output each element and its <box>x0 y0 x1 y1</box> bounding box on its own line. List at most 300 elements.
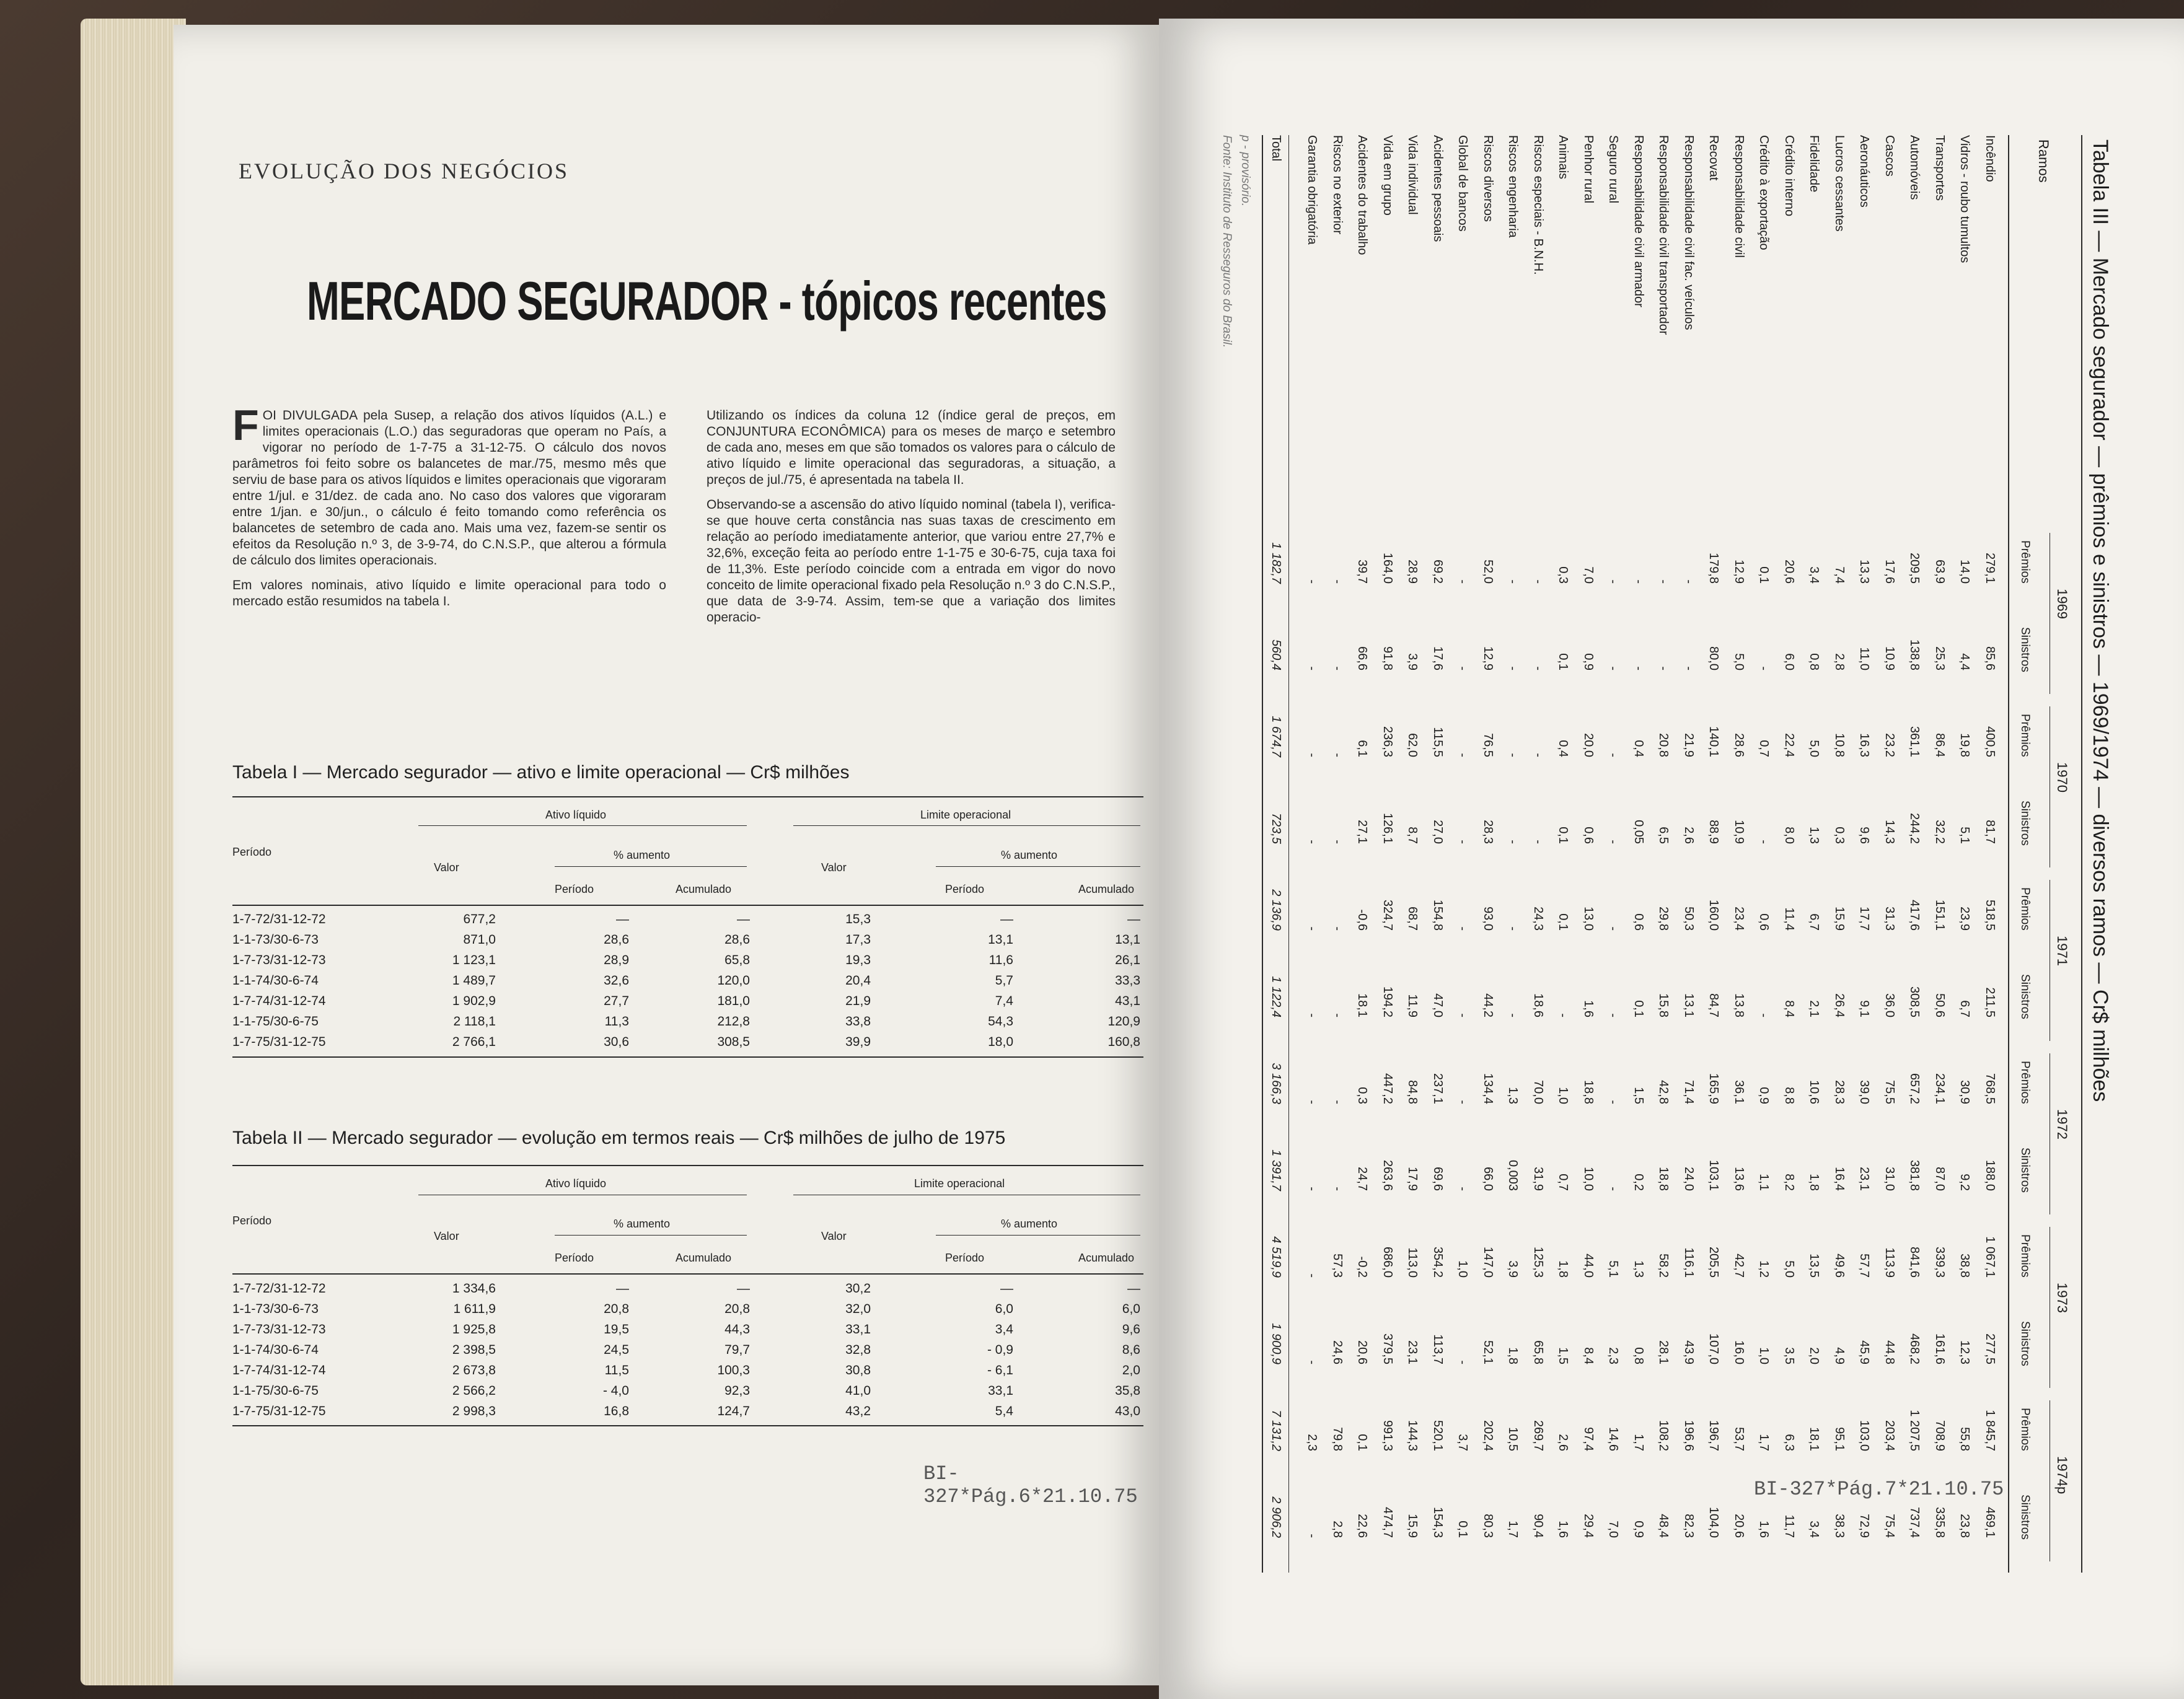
table-cell: 120,0 <box>717 973 750 988</box>
ramo-label: Acidentes pessoais <box>1431 135 1445 242</box>
table-cell: 5,0 <box>1807 740 1821 757</box>
rule <box>232 905 1143 906</box>
table-cell: 23,1 <box>1857 1167 1872 1191</box>
table-cell: 13,1 <box>988 933 1013 947</box>
table-cell: 11,9 <box>1406 994 1420 1017</box>
table-cell: 28,6 <box>724 933 750 947</box>
table-cell: 1 067,1 <box>1983 1236 1997 1278</box>
table-cell: 5,0 <box>1782 1260 1796 1278</box>
year-header: 1970 <box>2054 762 2070 792</box>
paragraph: Utilizando os índices da coluna 12 (índice geral de preços, em CONJUNTURA ECONÔMICA) para os meses de março e setembro de cada ano, meses em que são tomados os valores para o cálculo de ativo líquido e limite operacional das seguradoras, a situação, a preços de jul./75, é apresentada na tabela II. <box>707 408 1116 487</box>
table-cell: 62,0 <box>1406 733 1420 757</box>
table-cell: - <box>1305 1100 1319 1104</box>
table-cell: 24,7 <box>1355 1167 1370 1191</box>
ramo-label: Cascos <box>1883 135 1896 177</box>
row-period: 1-1-75/30-6-75 <box>232 1014 319 1029</box>
table-cell: 30,9 <box>1958 1080 1972 1104</box>
header-limite: Limite operacional <box>914 1177 1005 1190</box>
ramo-label: Vidros - roubo tumultos <box>1958 135 1972 263</box>
table-cell: 520,1 <box>1431 1420 1445 1451</box>
total-cell: 1 182,7 <box>1269 542 1283 584</box>
table-cell: 0,05 <box>1632 820 1645 844</box>
table-cell: 841,6 <box>1908 1246 1922 1278</box>
table-cell: 1 845,7 <box>1983 1410 1997 1451</box>
table-cell: 324,7 <box>1381 899 1394 931</box>
table-cell: - <box>1632 579 1645 584</box>
table-cell: 116,1 <box>1682 1247 1696 1278</box>
table-cell: 38,3 <box>1833 1514 1846 1538</box>
table-cell: 16,8 <box>604 1404 629 1418</box>
table-cell: 15,9 <box>1406 1514 1420 1538</box>
table-cell: 26,4 <box>1833 993 1846 1017</box>
footnote: Fonte: Instituto de Resseguros do Brasil. <box>1220 135 1233 348</box>
table-cell: 11,6 <box>989 953 1013 967</box>
left-page <box>174 25 1159 1685</box>
table-cell: 23,8 <box>1958 1514 1972 1538</box>
table-cell: 6,0 <box>1782 653 1796 670</box>
rule <box>232 1056 1143 1058</box>
table-cell: 22,6 <box>1355 1514 1370 1538</box>
table-cell: 1,3 <box>1807 827 1821 844</box>
table-cell: 24,3 <box>1531 907 1545 931</box>
table-2-title: Tabela II — Mercado segurador — evolução em termos reais — Cr$ milhões de julho de 1975 <box>232 1128 1006 1148</box>
table-cell: 1,0 <box>1456 1260 1470 1278</box>
table-cell: 1,2 <box>1757 1260 1771 1278</box>
table-cell: 25,3 <box>1933 646 1947 670</box>
row-period: 1-1-74/30-6-74 <box>232 1343 319 1357</box>
table-cell: 24,6 <box>1331 1340 1344 1364</box>
table-cell: — <box>1000 1281 1013 1296</box>
table-cell: 0,1 <box>1355 1434 1370 1451</box>
table-cell: 9,6 <box>1857 827 1872 844</box>
table-cell: 209,5 <box>1908 552 1922 584</box>
table-cell: 28,6 <box>604 933 629 947</box>
table-cell: 2,6 <box>1682 827 1696 844</box>
table-cell: 0,3 <box>1355 1087 1370 1104</box>
table-cell: 10,9 <box>1883 646 1896 670</box>
total-cell: 3 166,3 <box>1269 1063 1283 1104</box>
table-cell: - <box>1305 1187 1319 1191</box>
table-cell: - <box>1606 1100 1621 1104</box>
paragraph: Em valores nominais, ativo líquido e limite operacional para todo o mercado estão resumidos na tabela I. <box>232 578 666 608</box>
table-1-title: Tabela I — Mercado segurador — ativo e limite operacional — Cr$ milhões <box>232 762 850 783</box>
header-periodo-pct: Período <box>945 883 985 895</box>
table-cell: 6,1 <box>1355 740 1370 757</box>
paragraph: Observando-se a ascensão do ativo líquido nominal (tabela I), verifica-se que houve certa constância nas suas taxas de crescimento em relação ao período imediatamente anterior, que variou entre 27,7% e 32,6%, exceção feita ao período entre 1-1-75 e 30-6-75, cuja taxa foi de 11,3%. Este período coincide com a entrada em vigor do novo conceito de limite operacional fixado pela Resolução n.º 3 do C.N.S.P., que data de 3-9-74. Assim, tem-se que a variação dos limites operacio- <box>707 498 1116 625</box>
table-cell: - <box>1506 926 1520 931</box>
row-period: 1-7-74/31-12-74 <box>232 1363 326 1377</box>
ramo-label: Crédito à exportação <box>1757 135 1771 250</box>
table-cell: - <box>1305 1534 1319 1538</box>
rule <box>232 1165 1143 1166</box>
table-cell: 39,0 <box>1857 1080 1872 1104</box>
table-cell: - 0,9 <box>987 1343 1013 1357</box>
table-cell: 49,6 <box>1833 1253 1846 1278</box>
table-cell: 237,1 <box>1431 1073 1445 1104</box>
headline: MERCADO SEGURADOR - tópicos recentes <box>307 270 1107 331</box>
table-cell: 0,9 <box>1757 1087 1771 1104</box>
table-cell: 50,3 <box>1682 907 1696 931</box>
page-footer: BI-327*Pág.7*21.10.75 <box>1754 1478 2004 1501</box>
sub-header-sinistros: Sinistros <box>2019 801 2032 846</box>
table-cell: 10,5 <box>1506 1427 1520 1451</box>
table-cell: — <box>616 912 629 926</box>
total-label: Total <box>1269 135 1283 162</box>
table-cell: 30,8 <box>845 1363 871 1377</box>
table-cell: 1,6 <box>1556 1521 1570 1538</box>
rule <box>936 866 1140 867</box>
table-cell: - <box>1305 840 1319 844</box>
table-cell: 234,1 <box>1933 1073 1947 1104</box>
year-header: 1972 <box>2054 1109 2070 1139</box>
table-cell: 45,9 <box>1857 1340 1872 1364</box>
table-cell: 113,9 <box>1883 1247 1896 1278</box>
table-cell: 3,9 <box>1406 653 1420 670</box>
table-cell: 768,5 <box>1983 1073 1997 1104</box>
table-cell: - <box>1331 579 1344 584</box>
table-cell: 2,1 <box>1807 1000 1821 1017</box>
table-cell: 677,2 <box>463 912 496 926</box>
table-cell: 1 611,9 <box>453 1302 496 1316</box>
rule <box>555 1235 747 1236</box>
table-cell: 28,9 <box>604 953 629 967</box>
table-cell: 6,3 <box>1782 1434 1796 1451</box>
table-cell: 5,1 <box>1958 827 1972 844</box>
table-cell: 10,6 <box>1807 1080 1821 1104</box>
table-cell: - <box>1757 840 1771 844</box>
table-3-title: Tabela III — Mercado segurador — prêmios e sinistros — 1969/1974 — diversos ramos — Cr$ milhões <box>2089 139 2112 1102</box>
table-cell: - <box>1331 840 1344 844</box>
table-cell: 33,8 <box>845 1014 871 1029</box>
table-cell: 17,7 <box>1857 907 1872 931</box>
table-cell: 7,4 <box>1833 566 1846 584</box>
table-cell: 2 766,1 <box>452 1035 496 1049</box>
table-cell: 84,7 <box>1707 993 1721 1017</box>
table-cell: 0,1 <box>1632 1000 1645 1017</box>
table-cell: 144,3 <box>1406 1420 1420 1451</box>
table-cell: 20,8 <box>604 1302 629 1316</box>
ramo-label: Responsabilidade civil armador <box>1632 135 1645 307</box>
table-cell: 126,1 <box>1381 812 1394 844</box>
table-cell: 154,3 <box>1431 1506 1445 1538</box>
header-ramos: Ramos <box>2036 139 2051 183</box>
table-cell: 13,1 <box>1682 993 1696 1017</box>
table-cell: 44,0 <box>1582 1253 1595 1278</box>
table-cell: 55,8 <box>1958 1427 1972 1451</box>
table-cell: 36,0 <box>1883 993 1896 1017</box>
table-cell: 5,0 <box>1732 653 1746 670</box>
sub-header-sinistros: Sinistros <box>2019 1495 2032 1540</box>
rule <box>936 1235 1140 1236</box>
table-cell: 24,5 <box>604 1343 629 1357</box>
table-cell: 140,1 <box>1707 726 1721 757</box>
table-cell: 196,7 <box>1707 1420 1721 1451</box>
rule <box>1262 135 1263 1573</box>
table-cell: - <box>1456 1187 1470 1191</box>
table-cell: - <box>1305 1013 1319 1017</box>
table-cell: 11,5 <box>604 1363 629 1377</box>
header-valor: Valor <box>434 1230 459 1242</box>
table-cell: 9,6 <box>1122 1322 1140 1337</box>
table-cell: 138,8 <box>1908 639 1922 670</box>
table-cell: 32,6 <box>604 973 629 988</box>
table-cell: 469,1 <box>1983 1506 1997 1538</box>
row-period: 1-1-74/30-6-74 <box>232 973 319 988</box>
table-cell: 188,0 <box>1983 1159 1997 1191</box>
table-cell: 1 334,6 <box>452 1281 496 1296</box>
table-cell: 8,6 <box>1122 1343 1140 1357</box>
table-cell: 23,2 <box>1883 733 1896 757</box>
row-period: 1-7-75/31-12-75 <box>232 1404 326 1418</box>
table-cell: 52,1 <box>1481 1340 1495 1364</box>
table-cell: 10,8 <box>1833 733 1846 757</box>
table-cell: 1,5 <box>1556 1347 1570 1364</box>
table-cell: 0,4 <box>1632 740 1645 757</box>
total-cell: 7 131,2 <box>1269 1410 1283 1451</box>
ramo-label: Responsabilidade civil fac. veículos <box>1682 135 1696 330</box>
table-cell: - <box>1757 1013 1771 1017</box>
table-cell: 31,3 <box>1883 907 1896 931</box>
ramo-label: Vida individual <box>1406 135 1420 215</box>
header-aumento: % aumento <box>1001 849 1058 861</box>
table-cell: 1,6 <box>1582 1000 1595 1017</box>
table-cell: 160,0 <box>1707 899 1721 931</box>
table-cell: 85,6 <box>1983 646 1997 670</box>
row-period: 1-7-74/31-12-74 <box>232 994 326 1008</box>
table-cell: 160,8 <box>1107 1035 1140 1049</box>
table-cell: 1,0 <box>1757 1347 1771 1364</box>
ramo-label: Incêndio <box>1983 135 1997 182</box>
table-cell: 27,7 <box>604 994 629 1008</box>
table-cell: 339,3 <box>1933 1246 1947 1278</box>
table-cell: 708,9 <box>1933 1420 1947 1451</box>
table-cell: 1,1 <box>1757 1174 1771 1191</box>
table-cell: 161,6 <box>1933 1333 1947 1364</box>
table-cell: 8,0 <box>1782 827 1796 844</box>
table-cell: 14,3 <box>1883 820 1896 844</box>
header-periodo: Período <box>232 846 272 858</box>
table-cell: 737,4 <box>1908 1506 1922 1538</box>
year-header: 1971 <box>2054 936 2070 966</box>
table-cell: 181,0 <box>717 994 750 1008</box>
total-cell: 2 906,2 <box>1269 1496 1283 1538</box>
header-ativo: Ativo líquido <box>545 809 607 821</box>
table-cell: 3,4 <box>1807 566 1821 584</box>
table-cell: 95,1 <box>1833 1427 1846 1451</box>
table-cell: 107,0 <box>1707 1333 1721 1364</box>
table-cell: 2 998,3 <box>452 1404 496 1418</box>
section-label: EVOLUÇÃO DOS NEGÓCIOS <box>239 159 570 183</box>
table-cell: - <box>1331 1100 1344 1104</box>
table-cell: 1,7 <box>1632 1434 1645 1451</box>
table-cell: 6,5 <box>1657 827 1671 844</box>
table-cell: 686,0 <box>1381 1246 1394 1278</box>
table-cell: 447,2 <box>1381 1073 1394 1104</box>
table-cell: - <box>1305 926 1319 931</box>
table-cell: 124,7 <box>717 1404 750 1418</box>
table-cell: 10,0 <box>1582 1167 1595 1191</box>
table-cell: 518,5 <box>1983 899 1997 931</box>
table-cell: 1,5 <box>1632 1087 1645 1104</box>
table-cell: 6,7 <box>1958 1000 1972 1017</box>
table-cell: 354,2 <box>1431 1246 1445 1278</box>
table-cell: 19,3 <box>845 953 871 967</box>
table-cell: 28,6 <box>1732 733 1746 757</box>
ramo-label: Responsabilidade civil <box>1732 135 1746 258</box>
table-cell: 27,0 <box>1431 820 1445 844</box>
table-cell: 196,6 <box>1682 1420 1696 1451</box>
table-cell: 43,0 <box>1115 1404 1140 1418</box>
table-cell: 18,1 <box>1807 1427 1821 1451</box>
table-cell: 0,7 <box>1757 740 1771 757</box>
sub-header-sinistros: Sinistros <box>2019 627 2032 672</box>
table-cell: 84,8 <box>1406 1080 1420 1104</box>
table-cell: 17,6 <box>1431 646 1445 670</box>
table-cell: 15,8 <box>1657 993 1671 1017</box>
table-cell: 179,8 <box>1707 552 1721 584</box>
table-cell: 3,7 <box>1456 1434 1470 1451</box>
table-cell: 1,3 <box>1506 1087 1520 1104</box>
table-cell: 18,8 <box>1657 1167 1671 1191</box>
row-period: 1-7-75/31-12-75 <box>232 1035 326 1049</box>
table-cell: -0,6 <box>1355 909 1370 931</box>
table-cell: 79,8 <box>1331 1427 1344 1451</box>
table-cell: 53,7 <box>1732 1427 1746 1451</box>
table-cell: 31,0 <box>1883 1167 1896 1191</box>
table-cell: 68,7 <box>1406 907 1420 931</box>
table-cell: 164,0 <box>1381 552 1394 584</box>
table-cell: 35,8 <box>1115 1384 1140 1398</box>
table-cell: 79,7 <box>724 1343 750 1357</box>
table-cell: 26,1 <box>1115 953 1140 967</box>
table-cell: 57,3 <box>1331 1253 1344 1278</box>
table-cell: 8,8 <box>1782 1087 1796 1104</box>
right-page <box>1159 19 2184 1699</box>
table-cell: 13,8 <box>1732 993 1746 1017</box>
dropcap: F <box>232 401 259 449</box>
table-cell: 417,6 <box>1908 899 1922 931</box>
table-cell: 277,5 <box>1983 1333 1997 1364</box>
table-cell: - <box>1506 1013 1520 1017</box>
table-cell: - <box>1331 1187 1344 1191</box>
table-cell: 3,5 <box>1782 1347 1796 1364</box>
table-cell: 1,8 <box>1506 1347 1520 1364</box>
table-cell: 335,8 <box>1933 1506 1947 1538</box>
table-cell: 93,0 <box>1481 907 1495 931</box>
table-cell: 11,3 <box>604 1014 629 1029</box>
table-cell: 13,0 <box>1582 907 1595 931</box>
table-cell: 42,8 <box>1657 1080 1671 1104</box>
table-cell: 82,3 <box>1682 1514 1696 1538</box>
table-cell: 71,4 <box>1682 1080 1696 1104</box>
table-cell: 50,6 <box>1933 993 1947 1017</box>
total-cell: 560,4 <box>1269 639 1283 670</box>
table-cell: 30,6 <box>604 1035 629 1049</box>
table-cell: 29,4 <box>1582 1514 1595 1538</box>
paragraph: OI DIVULGADA pela Susep, a relação dos ativos líquidos (A.L.) e limites operacionais (L.O.) das seguradoras que operam no País, a vigorar no período de 1-7-75 a 31-12-75. O cálculo dos novos parâmetros foi feito sobre os balancetes de mar./75, mesmo mês que serviu de base para os ativos líquidos e limites operacionais que vigoraram entre 1/jul. e 31/dez. de cada ano. No caso dos valores que vigoraram entre 1/jan. e 30/jun., o cálculo é feito tomando como referência os balancetes de setembro de cada ano. Mais uma vez, fazem-se sentir os efeitos da Resolução n.º 3, de 3-9-74, do C.N.S.P., que alterou a fórmula de cálculo dos limites operacionais. <box>232 408 666 568</box>
table-cell: 20,6 <box>1782 560 1796 584</box>
table-cell: - <box>1556 1013 1570 1017</box>
table-cell: 0,6 <box>1632 913 1645 931</box>
table-cell: 120,9 <box>1107 1014 1140 1029</box>
table-cell: - <box>1531 579 1545 584</box>
row-period: 1-1-73/30-6-73 <box>232 933 319 947</box>
table-cell: 211,5 <box>1983 987 1997 1017</box>
table-cell: 8,2 <box>1782 1174 1796 1191</box>
table-cell: 42,7 <box>1732 1253 1746 1278</box>
table-cell: - 6,1 <box>987 1363 1013 1377</box>
total-cell: 1 122,4 <box>1269 976 1283 1017</box>
table-cell: 31,9 <box>1531 1167 1545 1191</box>
sub-header-premios: Prêmios <box>2019 887 2032 931</box>
table-cell: - <box>1456 840 1470 844</box>
total-cell: 2 136,9 <box>1269 889 1283 931</box>
rule <box>418 825 747 826</box>
header-aumento: % aumento <box>1001 1218 1058 1230</box>
table-cell: 12,3 <box>1958 1340 1972 1364</box>
table-cell: 1 123,1 <box>452 953 496 967</box>
table-cell: 1,7 <box>1757 1434 1771 1451</box>
ramo-label: Animais <box>1556 135 1570 180</box>
table-cell: - <box>1606 579 1621 584</box>
rule <box>793 825 1140 826</box>
table-cell: 18,8 <box>1582 1080 1595 1104</box>
table-cell: - <box>1657 579 1671 584</box>
ramo-label: Responsabilidade civil transportador <box>1657 135 1671 335</box>
table-cell: 125,3 <box>1531 1246 1545 1278</box>
table-cell: 0,6 <box>1757 913 1771 931</box>
table-cell: 36,1 <box>1732 1080 1746 1104</box>
table-cell: 9,2 <box>1958 1174 1972 1191</box>
table-cell: - <box>1456 1013 1470 1017</box>
table-cell: 2,8 <box>1833 653 1846 670</box>
table-cell: 44,3 <box>724 1322 750 1337</box>
table-cell: - <box>1331 1013 1344 1017</box>
ramo-label: Crédito interno <box>1782 135 1796 217</box>
table-cell: 1 489,7 <box>452 973 496 988</box>
table-cell: - <box>1331 753 1344 757</box>
table-cell: - <box>1456 1100 1470 1104</box>
page-footer: BI-327*Pág.6*21.10.75 <box>923 1462 1138 1508</box>
table-cell: 991,3 <box>1381 1420 1394 1451</box>
table-cell: 151,1 <box>1933 899 1947 931</box>
table-cell: 32,2 <box>1933 820 1947 844</box>
table-cell: 20,8 <box>724 1302 750 1316</box>
row-period: 1-7-72/31-12-72 <box>232 912 326 926</box>
table-cell: 100,3 <box>717 1363 750 1377</box>
table-cell: 65,8 <box>1531 1340 1545 1364</box>
table-cell: 165,9 <box>1707 1073 1721 1104</box>
rule <box>232 796 1143 797</box>
table-cell: - <box>1606 840 1621 844</box>
row-period: 1-7-72/31-12-72 <box>232 1281 326 1296</box>
table-cell: 113,0 <box>1406 1247 1420 1278</box>
table-cell: 108,2 <box>1657 1420 1671 1451</box>
table-cell: - <box>1456 926 1470 931</box>
sub-header-premios: Prêmios <box>2019 1234 2032 1278</box>
ramo-label: Riscos especiais - B.N.H. <box>1531 135 1545 275</box>
rule <box>2081 135 2082 1573</box>
row-period: 1-7-73/31-12-73 <box>232 1322 326 1337</box>
table-cell: 6,7 <box>1807 913 1821 931</box>
ramo-label: Recovat <box>1707 135 1721 181</box>
table-cell: -0,2 <box>1355 1256 1370 1278</box>
table-cell: 14,6 <box>1606 1427 1621 1451</box>
table-cell: 8,7 <box>1406 827 1420 844</box>
total-cell: 1 900,9 <box>1269 1323 1283 1364</box>
table-cell: 2 566,2 <box>452 1384 496 1398</box>
table-cell: 16,3 <box>1857 733 1872 757</box>
